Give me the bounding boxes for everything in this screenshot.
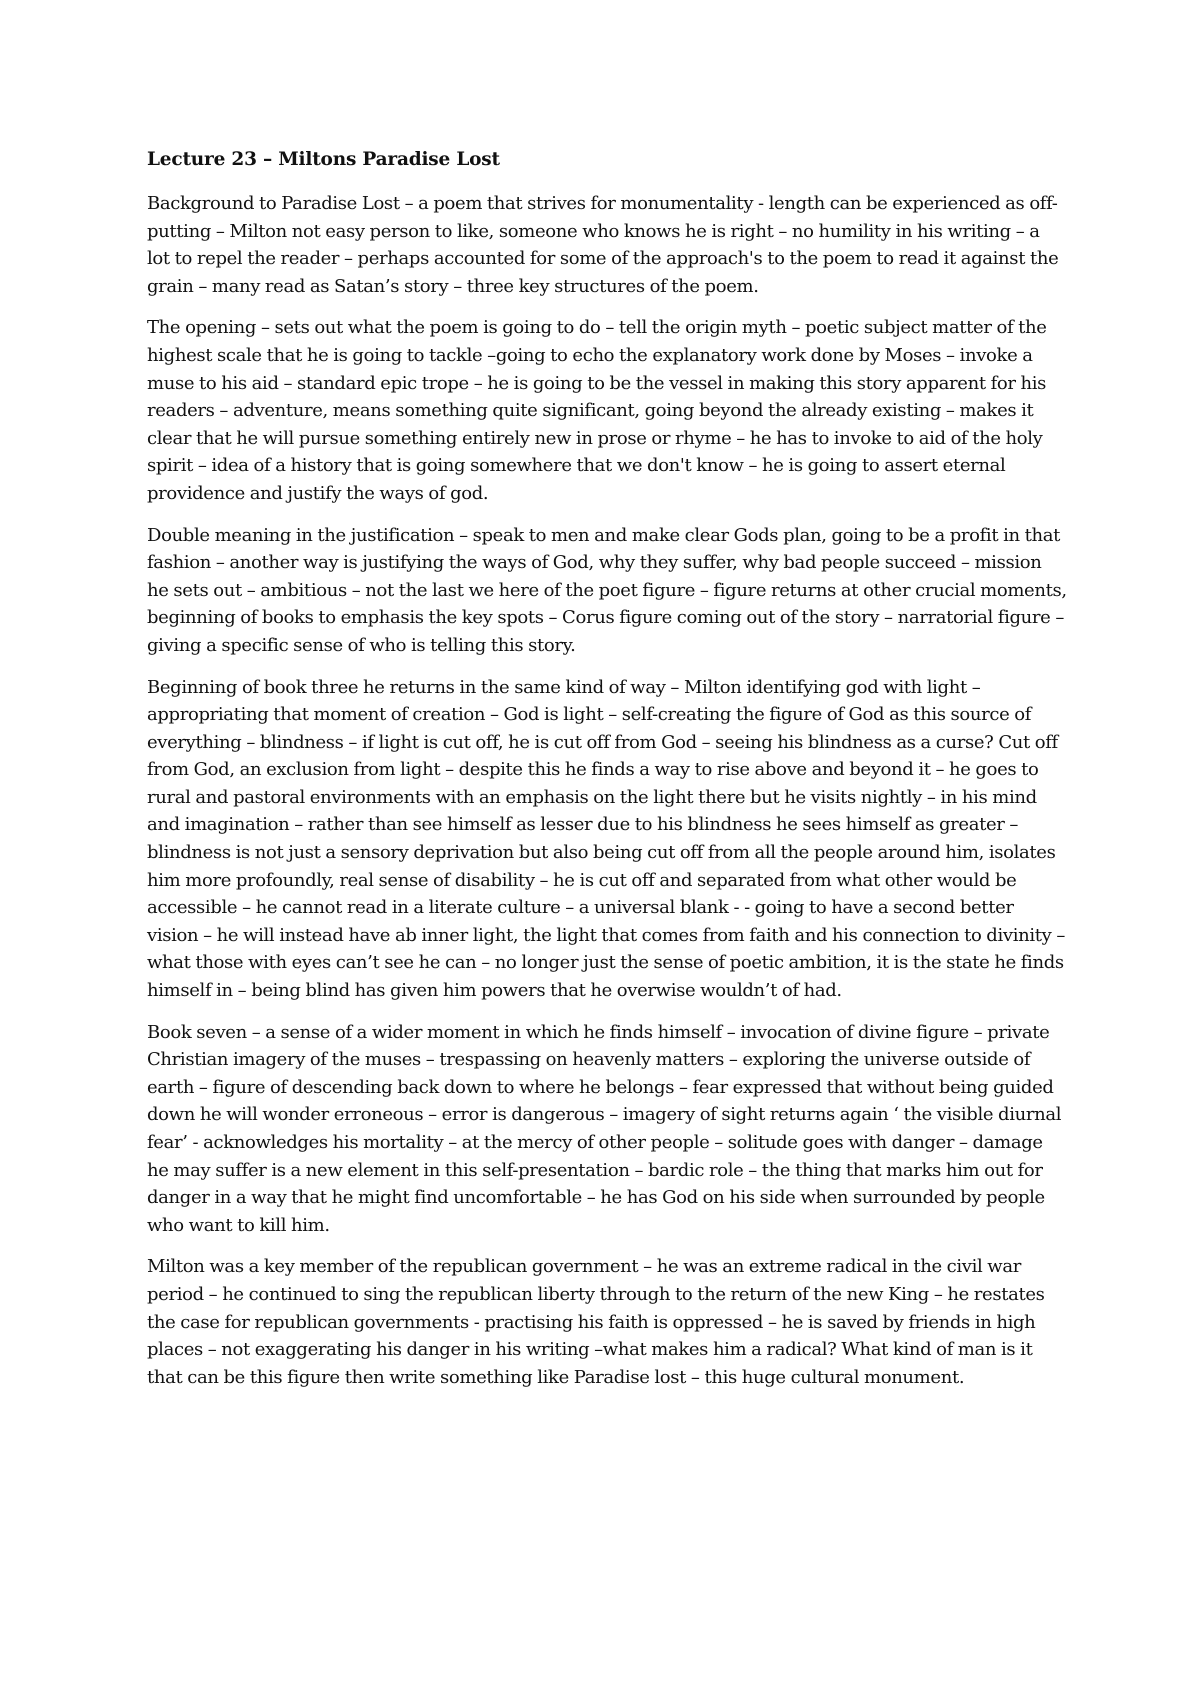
paragraph-double-meaning: Double meaning in the justification – speak to men and make clear Gods plan, going to be a profit in that fashion – another way is justifying the ways of God, why they suffer, why bad people succeed – mission he sets out – ambitious – not the last we here of the poet figure – figure returns at other crucial moments, beginning of books to emphasis the key spots – Corus figure coming out of the story – narratorial figure – giving a specific sense of who is telling this story. [147, 524, 1067, 656]
paragraph-book-seven: Book seven – a sense of a wider moment in which he finds himself – invocation of divine figure – private Christian imagery of the muses – trespassing on heavenly matters – exploring the universe outside of earth – figure of descending back down to where he belongs – fear expressed that without being guided down he will wonder erroneous – error is dangerous – imagery of sight returns again ‘ the visible diurnal fear’ - acknowledges his mortality – at the mercy of other people – solitude goes with danger – damage he may suffer is a new element in this self-presentation – bardic role – the thing that marks him out for danger in a way that he might find uncomfortable – he has God on his side when surrounded by people who want to kill him. [147, 1021, 1062, 1236]
paragraph-book-three: Beginning of book three he returns in the same kind of way – Milton identifying god with light – appropriating that moment of creation – God is light – self-creating the figure of God as this source of everything – blindness – if light is cut off, he is cut off from God – seeing his blindness as a curse? Cut off from God, an exclusion from light – despite this he finds a way to rise above and beyond it – he goes to rural and pastoral environments with an emphasis on the light there but he visits nightly – in his mind and imagination – rather than see himself as lesser due to his blindness he sees himself as greater – blindness is not just a sensory deprivation but also being cut off from all the people around him, isolates him more profoundly, real sense of disability – he is cut off and separated from what other would be accessible – he cannot read in a literate culture – a universal blank - - going to have a second better vision – he will instead have ab inner light, the light that comes from faith and his connection to divinity – what those with eyes can’t see he can – no longer just the sense of poetic ambition, it is the state he finds himself in – being blind has given him powers that he overwise wouldn’t of had. [147, 676, 1065, 1002]
paragraph-republican: Milton was a key member of the republican government – he was an extreme radical in the civil war period – he continued to sing the republican liberty through to the return of the new King – he restates the case for republican governments - practising his faith is oppressed – he is saved by friends in high places – not exaggerating his danger in his writing –what makes him a radical? What kind of man is it that can be this figure then write something like Paradise lost – this huge cultural monument. [147, 1256, 1045, 1388]
paragraph-background: Background to Paradise Lost – a poem that strives for monumentality - length can be experienced as off-putting – Milton not easy person to like, someone who knows he is right – no humility in his writing – a lot to repel the reader – perhaps accounted for some of the approach's to the poem to read it against the grain – many read as Satan’s story – three key structures of the poem. [147, 193, 1059, 297]
document-page [147, 146, 1067, 1405]
document-title: Lecture 23 – Miltons Paradise Lost [147, 149, 500, 170]
paragraph-opening: The opening – sets out what the poem is going to do – tell the origin myth – poetic subject matter of the highest scale that he is going to tackle –going to echo the explanatory work done by Moses – invoke a muse to his aid – standard epic trope – he is going to be the vessel in making this story apparent for his readers – adventure, means something quite significant, going beyond the already existing – makes it clear that he will pursue something entirely new in prose or rhyme – he has to invoke to aid of the holy spirit – idea of a history that is going somewhere that we don't know – he is going to assert eternal providence and justify the ways of god. [147, 317, 1047, 504]
